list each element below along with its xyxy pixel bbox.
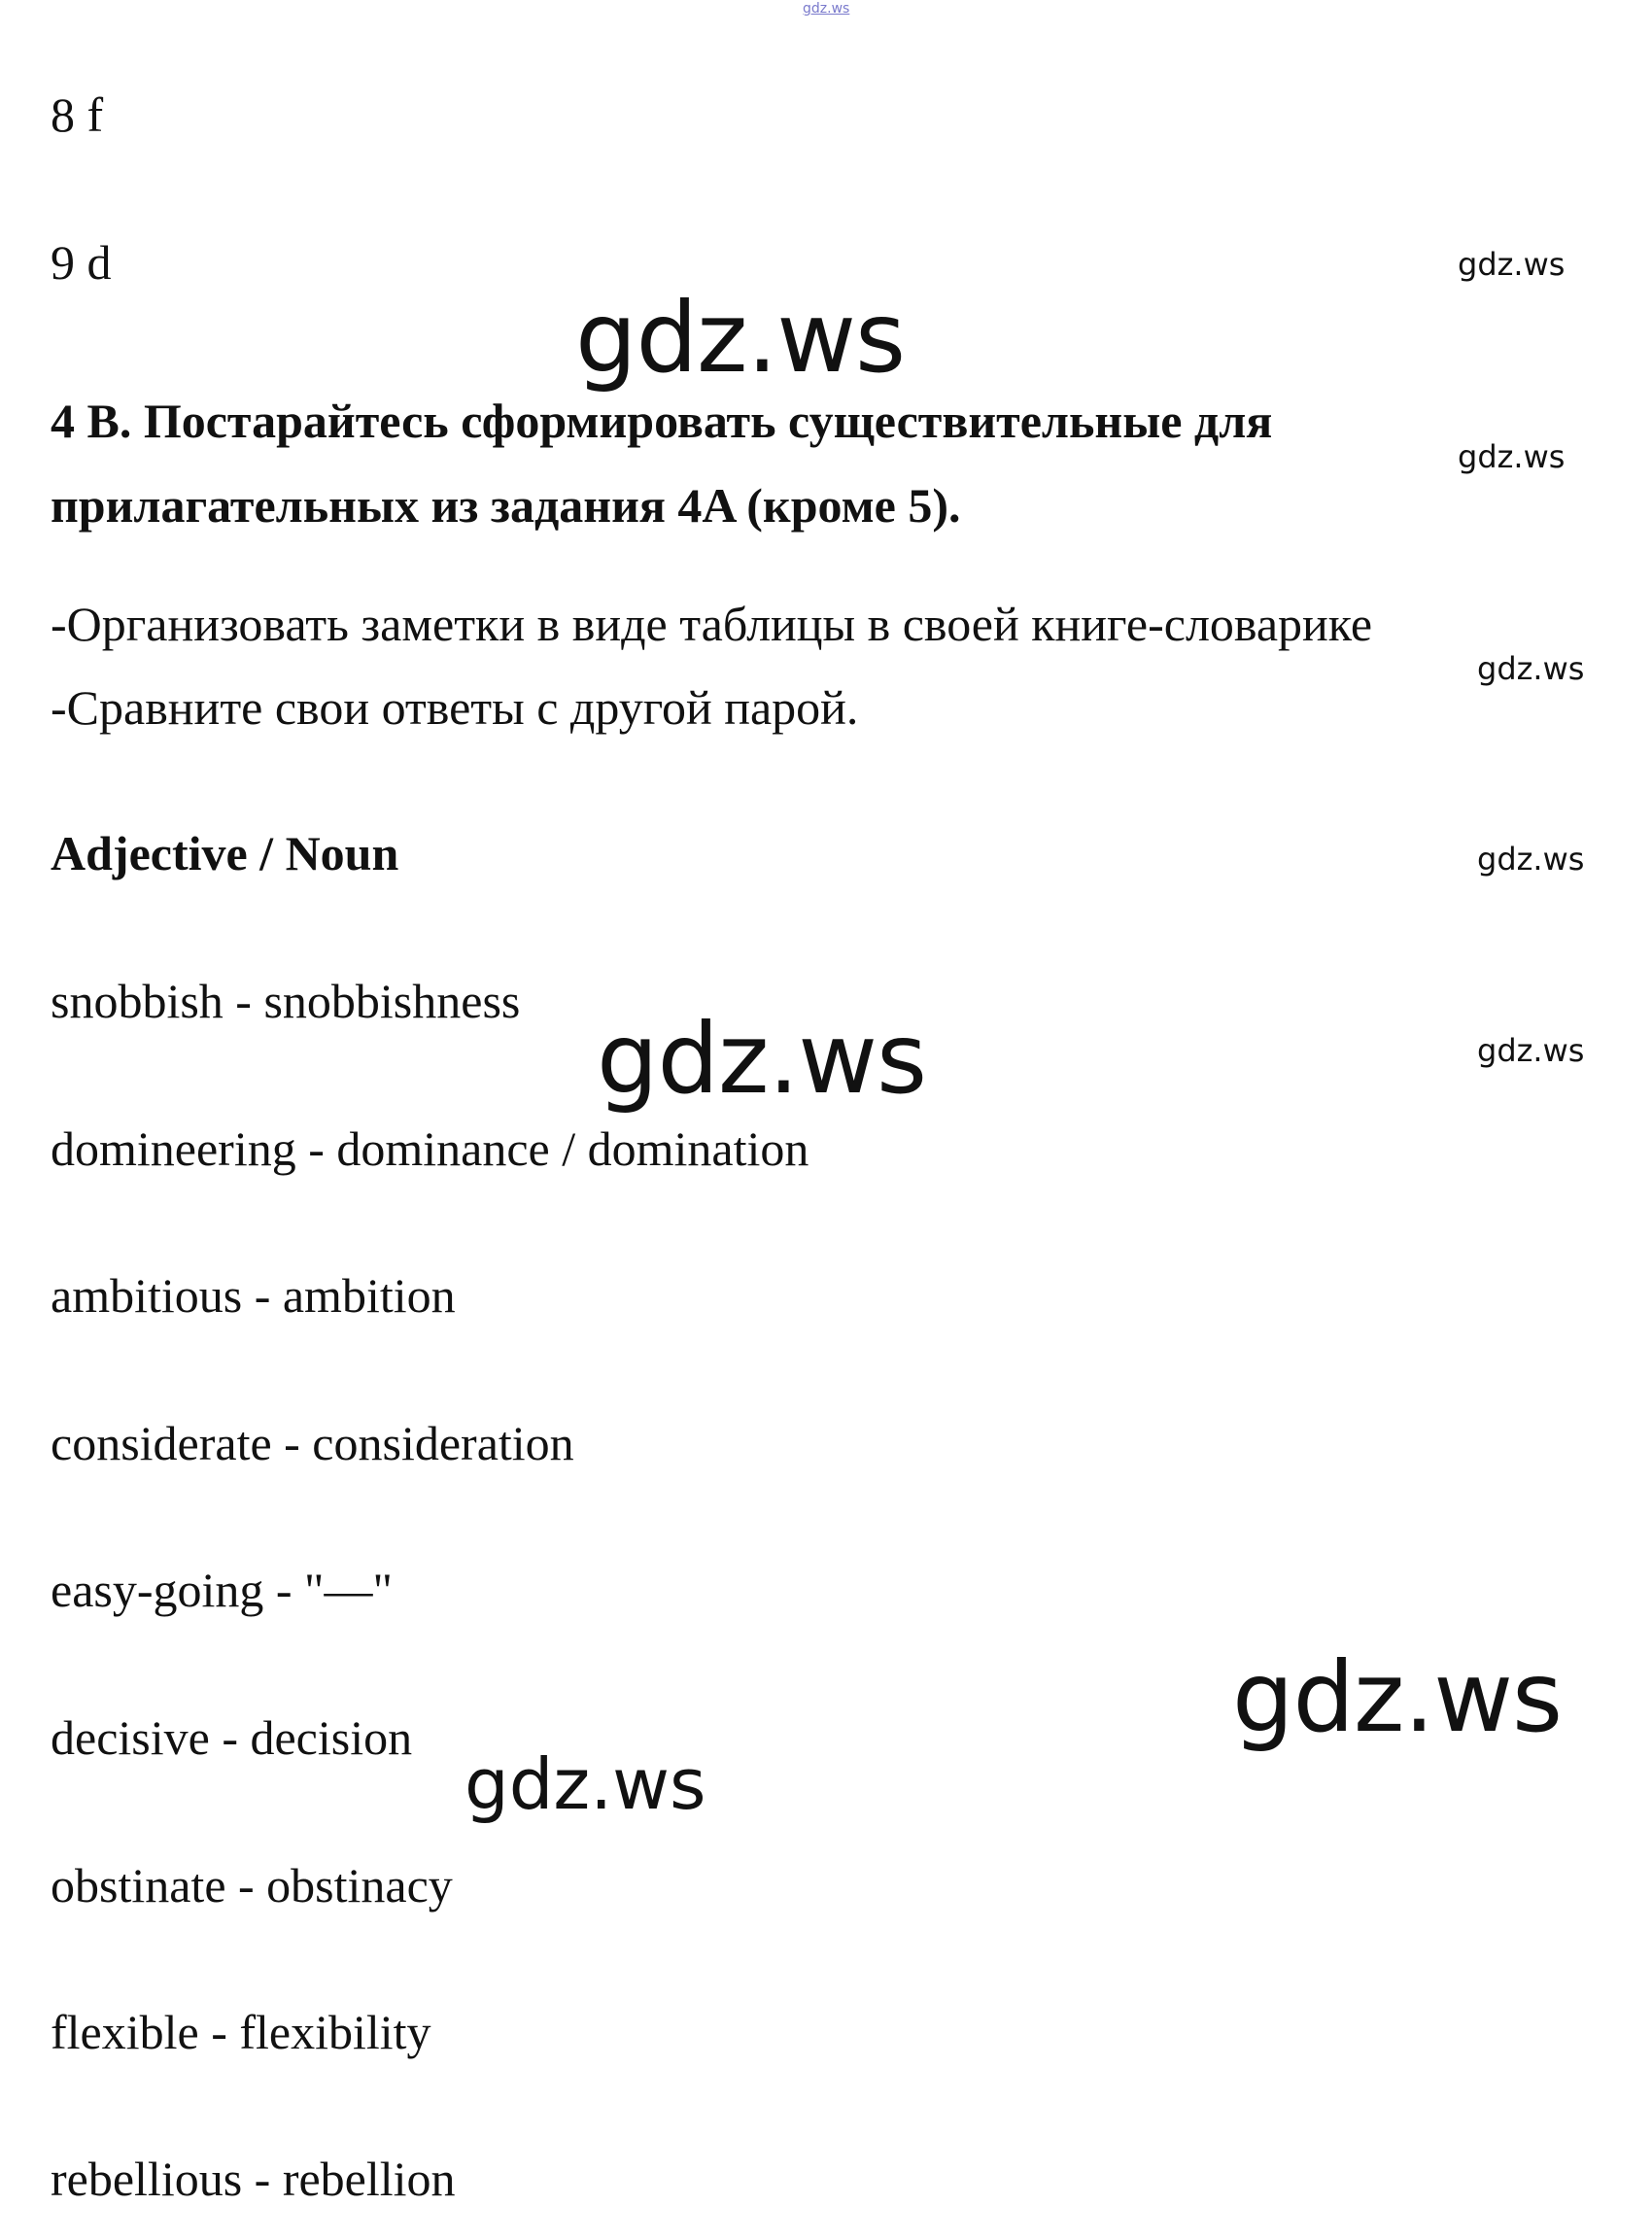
word-pair: domineering - dominance / domination bbox=[51, 1121, 809, 1176]
word-pair: ambitious - ambition bbox=[51, 1268, 456, 1323]
watermark: gdz.ws bbox=[1458, 438, 1566, 475]
answer-line: 8 f bbox=[51, 87, 104, 142]
instruction-line: -Организовать заметки в виде таблицы в своей книге-словарике bbox=[51, 597, 1373, 651]
watermark: gdz.ws bbox=[1477, 650, 1585, 687]
watermark: gdz.ws bbox=[597, 1002, 927, 1116]
watermark: gdz.ws bbox=[465, 1743, 706, 1825]
watermark: gdz.ws bbox=[1477, 1032, 1585, 1069]
word-pair: easy-going - "—" bbox=[51, 1563, 393, 1617]
instruction-line: -Сравните свои ответы с другой парой. bbox=[51, 680, 859, 735]
watermark: gdz.ws bbox=[575, 281, 906, 395]
word-pair: flexible - flexibility bbox=[51, 2005, 431, 2059]
watermark-top: gdz.ws bbox=[803, 1, 850, 17]
word-pair: snobbish - snobbishness bbox=[51, 974, 521, 1028]
task-heading: 4 B. Постарайтесь сформировать существительные для прилагательных из задания 4A (кроме 5). bbox=[51, 394, 1273, 533]
table-header: Adjective / Noun bbox=[51, 826, 399, 880]
word-pair: obstinate - obstinacy bbox=[51, 1858, 453, 1913]
answer-line: 9 d bbox=[51, 235, 112, 290]
watermark: gdz.ws bbox=[1232, 1640, 1563, 1754]
watermark: gdz.ws bbox=[1458, 246, 1566, 283]
word-pair: rebellious - rebellion bbox=[51, 2152, 456, 2206]
word-pair: considerate - consideration bbox=[51, 1416, 574, 1470]
word-pair: decisive - decision bbox=[51, 1710, 413, 1765]
watermark: gdz.ws bbox=[1477, 841, 1585, 878]
